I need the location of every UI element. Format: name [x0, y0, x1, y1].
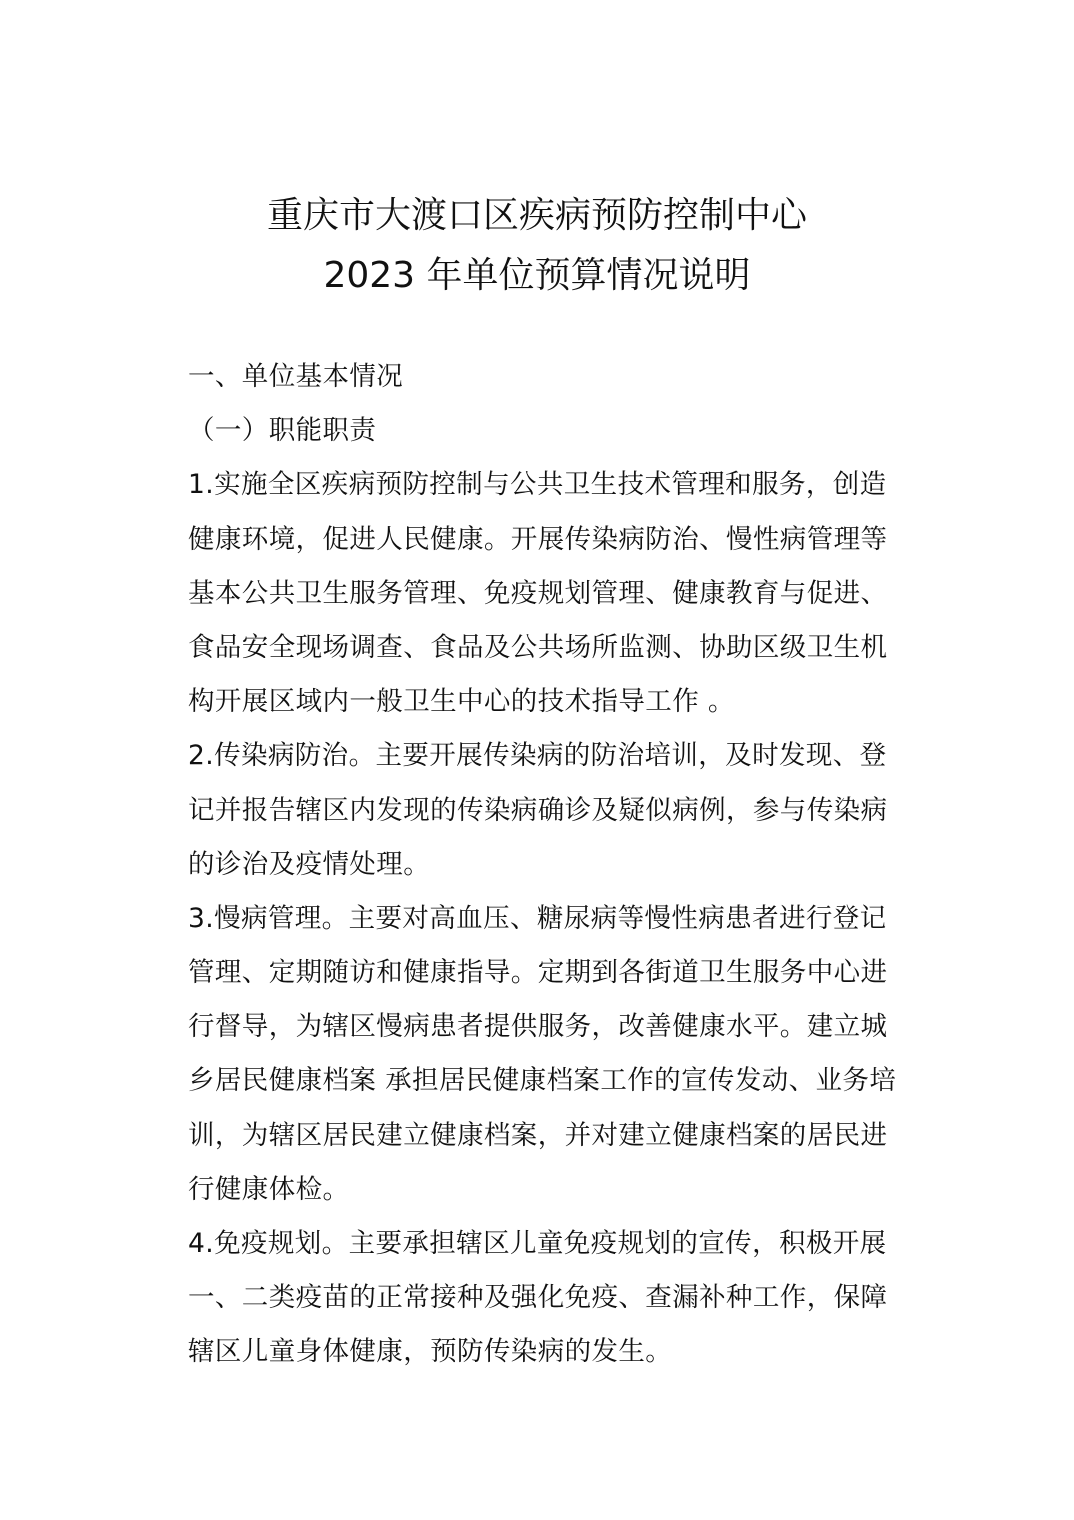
paragraph-line: 构开展区域内一般卫生中心的技术指导工作 。: [188, 686, 735, 718]
paragraph-line: 一、二类疫苗的正常接种及强化免疫、查漏补种工作，保障: [188, 1282, 888, 1314]
paragraph-line: 记并报告辖区内发现的传染病确诊及疑似病例，参与传染病: [188, 794, 888, 826]
paragraph-item-1: [188, 458, 948, 729]
paragraph-line: 乡居民健康档案 承担居民健康档案工作的宣传发动、业务培: [188, 1065, 897, 1097]
paragraph-line: 基本公共卫生服务管理、免疫规划管理、健康教育与促进、: [188, 577, 888, 609]
paragraph-line: 行督导，为辖区慢病患者提供服务，改善健康水平。建立城: [188, 1011, 888, 1043]
paragraph-line: 行健康体检。: [188, 1173, 350, 1205]
paragraph-line: 1.实施全区疾病预防控制与公共卫生技术管理和服务，创造: [188, 469, 887, 501]
paragraph-item-3: [188, 892, 948, 1217]
paragraph-line: 健康环境，促进人民健康。开展传染病防治、慢性病管理等: [188, 523, 888, 555]
subsection-heading: （一）职能职责: [188, 415, 377, 447]
section-heading: 一、单位基本情况: [188, 361, 404, 392]
document-title: [0, 186, 1074, 306]
document-body: [188, 350, 948, 1380]
paragraph-line: 4.免疫规划。主要承担辖区儿童免疫规划的宣传，积极开展: [188, 1228, 887, 1259]
title-line-2: 2023 年单位预算情况说明: [323, 255, 751, 296]
paragraph-line: 辖区儿童身体健康，预防传染病的发生。: [188, 1336, 673, 1368]
title-line-1: 重庆市大渡口区疾病预防控制中心: [266, 195, 807, 236]
paragraph-line: 的诊治及疫情处理。: [188, 848, 431, 880]
paragraph-item-4: [188, 1217, 948, 1380]
paragraph-line: 2.传染病防治。主要开展传染病的防治培训，及时发现、登: [188, 740, 887, 772]
paragraph-line: 训，为辖区居民建立健康档案，并对建立健康档案的居民进: [188, 1119, 888, 1151]
paragraph-item-2: [188, 729, 948, 892]
paragraph-line: 3.慢病管理。主要对高血压、糖尿病等慢性病患者进行登记: [188, 902, 887, 934]
paragraph-line: 食品安全现场调查、食品及公共场所监测、协助区级卫生机: [188, 631, 888, 663]
paragraph-line: 管理、定期随访和健康指导。定期到各街道卫生服务中心进: [188, 957, 888, 989]
